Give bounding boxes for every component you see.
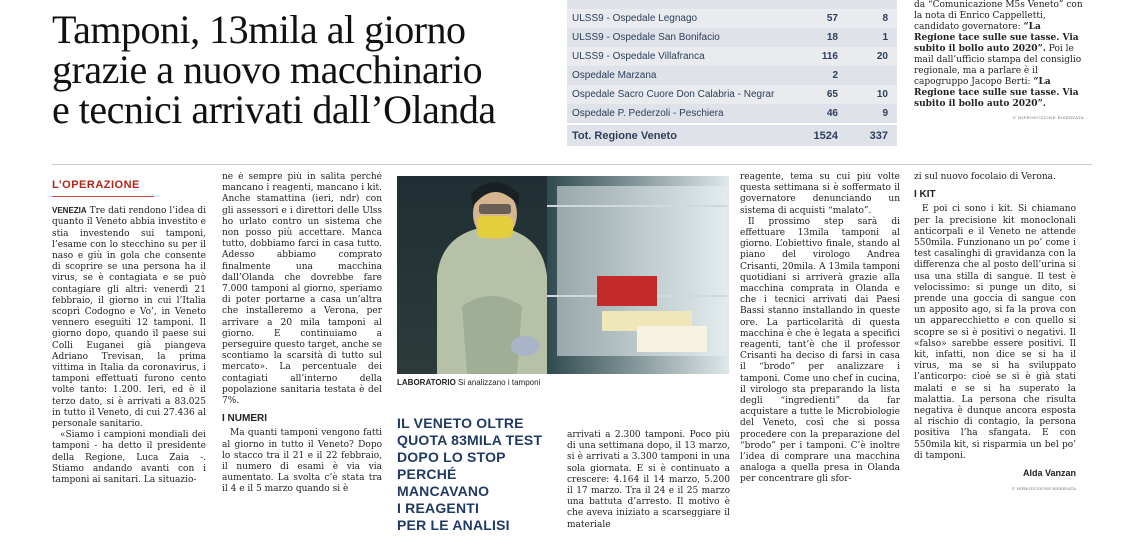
sidebar-quote: “La Regione tace sulle sue tasse. Via subito il bollo auto 2020”. <box>914 22 1079 54</box>
table-cell-value: 1 <box>882 32 888 43</box>
article-column-3 <box>567 430 730 552</box>
pull-quote-line: QUOTA 83MILA TEST <box>397 432 543 448</box>
dateline: VENEZIA <box>52 206 87 216</box>
article-paragraph: E poi ci sono i kit. Si chiamano per la precisione kit monoclonali anticorpali e il Veneto ne attende 550mila. Funzionano un po’ come i test casalinghi di gravidanza con la differenza che al posto dell’urina si usa una stilla di sangue. Il test è velocissimo: si punge un dito, si prende una goccia di sangue con un apposito ago, si fa la prova con un apparecchietto e con quello si scopre se si è positivi o negativi. Il «falso» sarebbe essere positivi. Il kit, infatti, non dice se si ha il virus, ma se si ha sviluppato l’anticorpo: cioè se si è già stati malati e se si ha superato la malattia. La persona che risulta negativa è dunque ancora esposta al rischio di contagio, la persona positiva l’ha sfangata. E con 550mila kit, si risparmia un bel po’ di tamponi. <box>914 204 1076 461</box>
table-cell-name: ULSS9 - Ospedale Villafranca <box>572 51 705 62</box>
pull-quote <box>397 415 547 534</box>
table-total-row <box>567 125 897 147</box>
table-row <box>567 66 897 86</box>
article-paragraph: arrivati a 2.300 tamponi. Poco più di una settimana dopo, il 13 marzo, si è arrivati a 3.300 tamponi in una sola giornata. E si è continuato a crescere: 4.164 il 14 marzo, 5.200 il 17 marzo. Tra il 24 e il 25 marzo una battuta d’arresto. Il motivo è che aveva iniziato a scarseggiare il materiale <box>567 430 730 530</box>
table-cell-name: ULSS9 - Ospedale Legnago <box>572 13 698 24</box>
table-cell-value: 57 <box>826 13 838 24</box>
table-cell-value: 1524 <box>813 129 838 142</box>
divider <box>52 164 1092 165</box>
article-paragraph: Ma quanti tamponi vengono fatti al giorno in tutto il Veneto? Dopo lo stacco tra il 21 e il 22 febbraio, il numero di esami è via via aumentato. La svolta c’è stata tra il 4 e il 5 marzo quando si è <box>222 428 382 495</box>
sidebar-text: da “Comunicazione M5s Veneto” con la nota di Enrico Cappelletti, candidato governatore: <box>914 0 1083 32</box>
table-cell-name: Tot. Regione Veneto <box>572 129 677 142</box>
headline-line-2: grazie a nuovo macchinario <box>52 47 483 92</box>
lab-photo-image <box>397 176 729 374</box>
article-paragraph: reagente, tema su cui più volte questa settimana si è soffermato il governatore denunciando un sistema di acquisti “malato”. <box>740 172 900 216</box>
table-row <box>567 47 897 67</box>
caption-text: Si analizzano i tamponi <box>458 378 541 387</box>
table-cell-name: Ospedale Marzana <box>572 70 657 81</box>
article-paragraph: Il prossimo step sarà di effettuare 13mila tamponi al giorno. L’obiettivo finale, stando al piano del virologo Andrea Crisanti, 20mila. A 13mila tamponi quotidiani si arriverà grazie alla macchina comprata in Olanda e che i tecnici arrivati dai Paesi Bassi stanno installando in queste ore. La particolarità di questa macchina è che è legata a specifici reagenti, tant’è che il professor Crisanti ha deciso di farsi in casa il “brodo” per analizzare i tamponi. Come uno chef in cucina, il virologo sta preparando la lista degli “ingredienti” da far acquistare a tutte le Microbiologie del Veneto, così che si possa procedere con la preparazione del “brodo” per i tamponi. C’è inoltre l’idea di comprare una macchina analoga a quella presa in Olanda per concentrare gli sfor- <box>740 216 900 485</box>
section-heading: I NUMERI <box>222 413 267 425</box>
table-row <box>567 104 897 124</box>
sidebar-quote: “La Regione tace sulle sue tasse. Via subito il bollo auto 2020”. <box>914 77 1079 109</box>
pull-quote-line: PER LE ANALISI <box>397 517 510 533</box>
table-cell-value: 2 <box>832 70 838 81</box>
author-signature: Alda Vanzan <box>1022 468 1076 479</box>
table-cell-name: ULSS9 - Ospedale San Bonifacio <box>572 32 720 43</box>
table-row <box>567 85 897 105</box>
photo-caption <box>397 378 737 387</box>
headline-line-1: Tamponi, 13mila al giorno <box>52 7 466 52</box>
table-cell-value: 10 <box>876 89 888 100</box>
table-cell-name: Ospedale P. Pederzoli - Peschiera <box>572 108 724 119</box>
headline-line-3: e tecnici arrivati dall’Olanda <box>52 87 496 132</box>
table-cell-value: 337 <box>869 129 888 142</box>
article-column-2 <box>222 172 382 552</box>
table-row <box>567 28 897 48</box>
table-cell-value: 8 <box>882 13 888 24</box>
lab-photo <box>397 176 729 374</box>
article-paragraph: zi sul nuovo focolaio di Verona. <box>914 172 1056 182</box>
table-cell-name: Ospedale Sacro Cuore Don Calabria - Negrar <box>572 89 775 100</box>
table-cell-value: 20 <box>876 51 888 62</box>
table-cell-value: 18 <box>826 32 838 43</box>
copyright-note: © RIPRODUZIONE RISERVATA <box>1011 486 1076 492</box>
sidebar-credit: © RIPRODUZIONE RISERVATA <box>1012 115 1084 120</box>
article-paragraph: «Siamo i campioni mondiali dei tamponi - ha detto il presidente della Regione, Luca Zaia -. Stiamo andando avanti con i tamponi ai sanitari. La situazio- <box>52 430 206 486</box>
caption-label: LABORATORIO <box>397 378 456 387</box>
pull-quote-line: I REAGENTI <box>397 500 480 516</box>
sidebar-column <box>914 0 1084 123</box>
pull-quote-line: DOPO LO STOP <box>397 449 506 465</box>
table-cell-value: 46 <box>826 108 838 119</box>
section-heading: I KIT <box>914 189 936 201</box>
section-heading: L’OPERAZIONE <box>52 180 140 191</box>
table-cell-value: 65 <box>826 89 838 100</box>
paragraph-text: Tre dati rendono l’idea di quanto il Veneto abbia investito e stia investendo sui tamponi, l’esame con lo stecchino su per il naso e giù in gola che consente di scoprire se una persona ha il virus, se è contagiata e se può contagiare gli altri: venerdì 21 febbraio, il giorno in cui l’Italia scoprì Codogno e Vo’, in Veneto vennero eseguiti 12 tamponi. Il giorno dopo, quando il paese sui Colli Euganei già piangeva Adriano Trevisan, la prima vittima in Italia da coronavirus, i tamponi effettuati furono cento volte tanto: 1.200. Ieri, ed è il terzo dato, si è arrivati a 83.025 in tutto il Veneto, di cui 27.436 al personale sanitario. <box>52 206 206 430</box>
table-cell-value: 9 <box>882 108 888 119</box>
hospital-table <box>567 0 897 148</box>
article-column-5 <box>914 172 1076 552</box>
table-row <box>567 9 897 29</box>
section-underline <box>52 196 154 197</box>
article-column-1 <box>52 180 206 552</box>
article-paragraph: ne è sempre più in salita perché mancano i reagenti, mancano i kit. Anche stamattina (ieri, ndr) con gli assessori e i direttori delle Ulss ho urlato contro un sistema che non posso più accettare. Manca tutto, dobbiamo farci in casa tutto. Adesso abbiamo comprato finalmente una macchina dall’Olanda che dovrebbe fare 7.000 tamponi al giorno, speriamo di poter portarne a casa un’altra che installeremo a Verona, per arrivare a 20 mila tamponi al giorno. E continuiamo a perseguire questo target, anche se scontiamo la scarsità di tutto sul mercato». La percentuale dei contagiati all’interno della popolazione sanitaria testata è del 7%. <box>222 172 382 407</box>
pull-quote-line: IL VENETO OLTRE <box>397 415 524 431</box>
pull-quote-line: PERCHÉ MANCAVANO <box>397 466 490 499</box>
sidebar-text: Poi le mail dall’ufficio stampa del consiglio regionale, ma a parlare è il capogruppo Jacopo Berti: <box>914 44 1082 87</box>
table-cell-value: 116 <box>821 51 838 62</box>
article-paragraph <box>52 205 206 430</box>
article-column-4 <box>740 172 900 552</box>
headline <box>52 7 557 132</box>
